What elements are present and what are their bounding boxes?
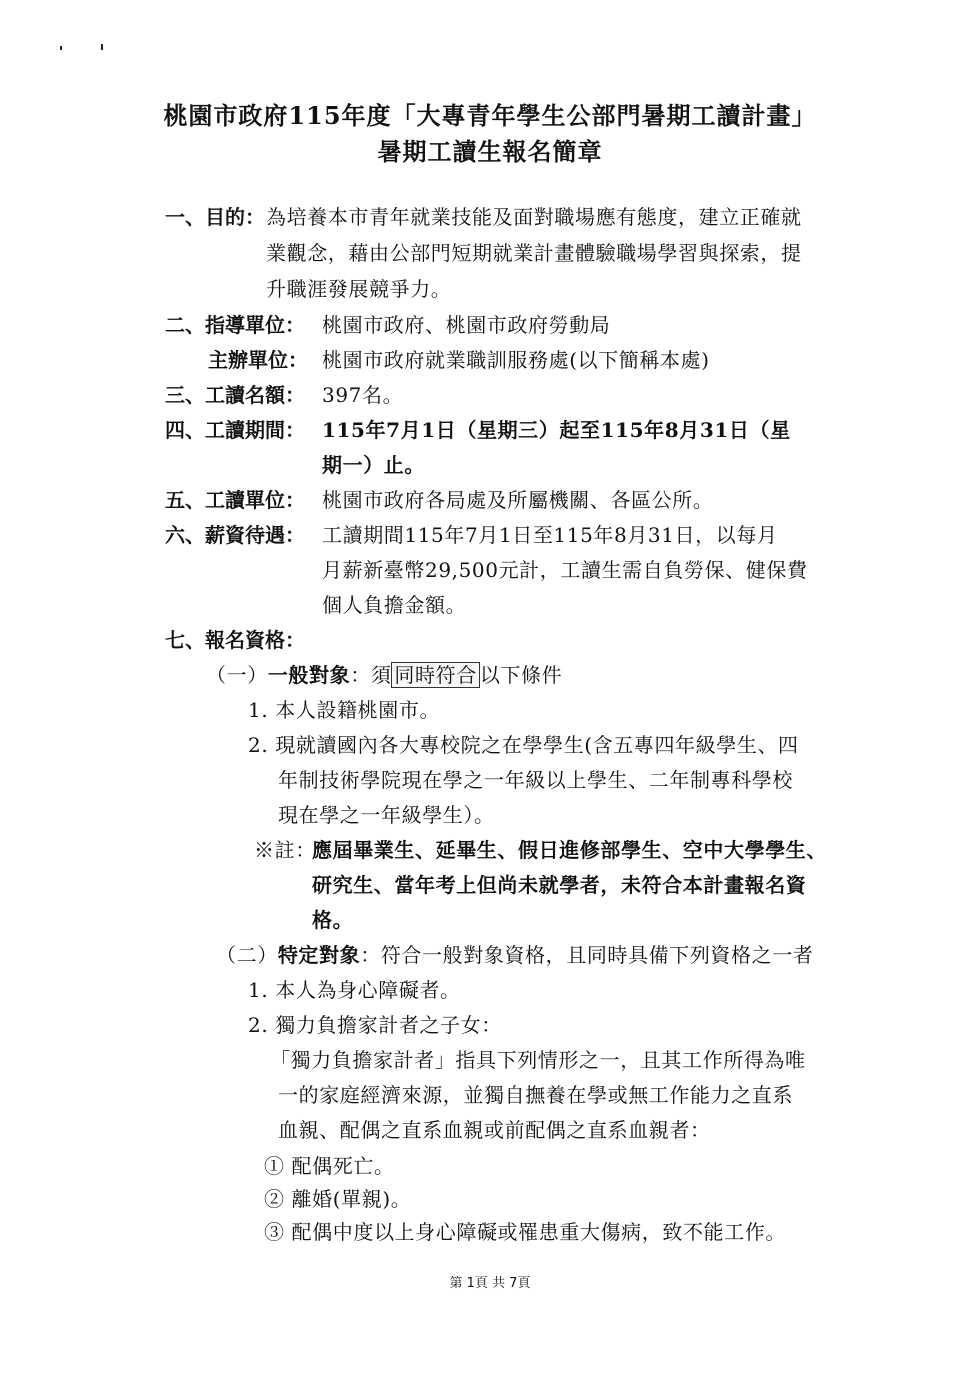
document-subtitle: 暑期工讀生報名簡章 xyxy=(377,137,603,166)
general-item-2-line: 現在學之一年級學生）。 xyxy=(278,803,495,827)
specific-item-2: 2. 獨力負擔家計者之子女： xyxy=(248,1013,502,1037)
general-criteria-label: 一般對象 xyxy=(267,663,351,687)
general-item-1: 1. 本人設籍桃園市。 xyxy=(248,698,441,722)
case-item: ① 配偶死亡。 xyxy=(264,1154,395,1178)
section-5-label: 五、工讀單位： xyxy=(165,488,305,512)
specific-item-1: 1. 本人為身心障礙者。 xyxy=(248,978,461,1002)
case-item: ② 離婚(單親)。 xyxy=(264,1187,412,1211)
section-6-label: 六、薪資待遇： xyxy=(165,523,305,547)
section-5-text: 桃園市政府各局處及所屬機關、各區公所。 xyxy=(322,488,714,512)
section-4-line: 115年7月1日（星期三）起至115年8月31日（星 xyxy=(322,418,791,442)
section-1-label: 一、目的： xyxy=(165,205,265,229)
section-1-line: 為培養本市青年就業技能及面對職場應有態度，建立正確就 xyxy=(266,205,802,229)
specific-criteria-label: 特定對象 xyxy=(277,943,361,967)
section-3-label: 三、工讀名額： xyxy=(165,383,305,407)
section-3-text: 397名。 xyxy=(322,383,404,407)
section-7-label: 七、報名資格： xyxy=(165,628,305,652)
scan-speck xyxy=(60,46,62,50)
general-criteria-text-pre: ：須 xyxy=(350,663,392,687)
section-2-sub-label: 主辦單位： xyxy=(208,348,308,372)
general-item-2-line: 2. 現就讀國內各大專校院之在學學生(含五專四年級學生、四 xyxy=(248,733,799,757)
section-2-label: 二、指導單位： xyxy=(165,313,305,337)
section-4-label: 四、工讀期間： xyxy=(165,418,305,442)
section-6-line: 月薪新臺幣29,500元計，工讀生需自負勞保、健保費 xyxy=(322,558,808,582)
general-item-2-line: 年制技術學院現在學之一年級以上學生、二年制專科學校 xyxy=(278,768,793,792)
section-1-line: 升職涯發展競爭力。 xyxy=(266,277,452,301)
note-line: 格。 xyxy=(312,908,354,932)
definition-line: 一的家庭經濟來源，並獨自撫養在學或無工作能力之直系 xyxy=(278,1083,793,1107)
general-criteria-prefix: （一） xyxy=(206,663,268,687)
general-criteria-heading xyxy=(206,659,562,688)
specific-criteria-prefix: （二） xyxy=(216,943,278,967)
note-line: 應屆畢業生、延畢生、假日進修部學生、空中大學學生、 xyxy=(312,838,827,862)
page-number: 第 1頁 共 7頁 xyxy=(449,1276,531,1291)
highlighted-term: 同時符合 xyxy=(391,662,479,688)
section-1-line: 業觀念，藉由公部門短期就業計畫體驗職場學習與探索，提 xyxy=(266,241,802,265)
case-item: ③ 配偶中度以上身心障礙或罹患重大傷病，致不能工作。 xyxy=(264,1220,786,1244)
note-label: ※註： xyxy=(254,838,316,862)
section-6-line: 工讀期間115年7月1日至115年8月31日，以每月 xyxy=(322,523,778,547)
document-title: 桃園市政府115年度「大專青年學生公部門暑期工讀計畫」 xyxy=(163,101,817,130)
section-6-line: 個人負擔金額。 xyxy=(322,593,467,617)
scan-speck xyxy=(101,44,103,50)
note-line: 研究生、當年考上但尚未就學者，未符合本計畫報名資 xyxy=(312,873,807,897)
section-2-text: 桃園市政府、桃園市政府勞動局 xyxy=(322,313,611,337)
general-criteria-text-post: 以下條件 xyxy=(479,663,563,687)
specific-criteria-heading xyxy=(216,939,813,968)
specific-criteria-text: ：符合一般對象資格，且同時具備下列資格之一者 xyxy=(360,943,814,967)
definition-line: 「獨力負擔家計者」指具下列情形之一，且其工作所得為唯 xyxy=(270,1048,806,1072)
section-2-sub-text: 桃園市政府就業職訓服務處(以下簡稱本處) xyxy=(322,348,710,372)
definition-line: 血親、配偶之直系血親或前配偶之直系血親者： xyxy=(278,1118,711,1142)
section-4-line: 期一）止。 xyxy=(322,453,425,477)
